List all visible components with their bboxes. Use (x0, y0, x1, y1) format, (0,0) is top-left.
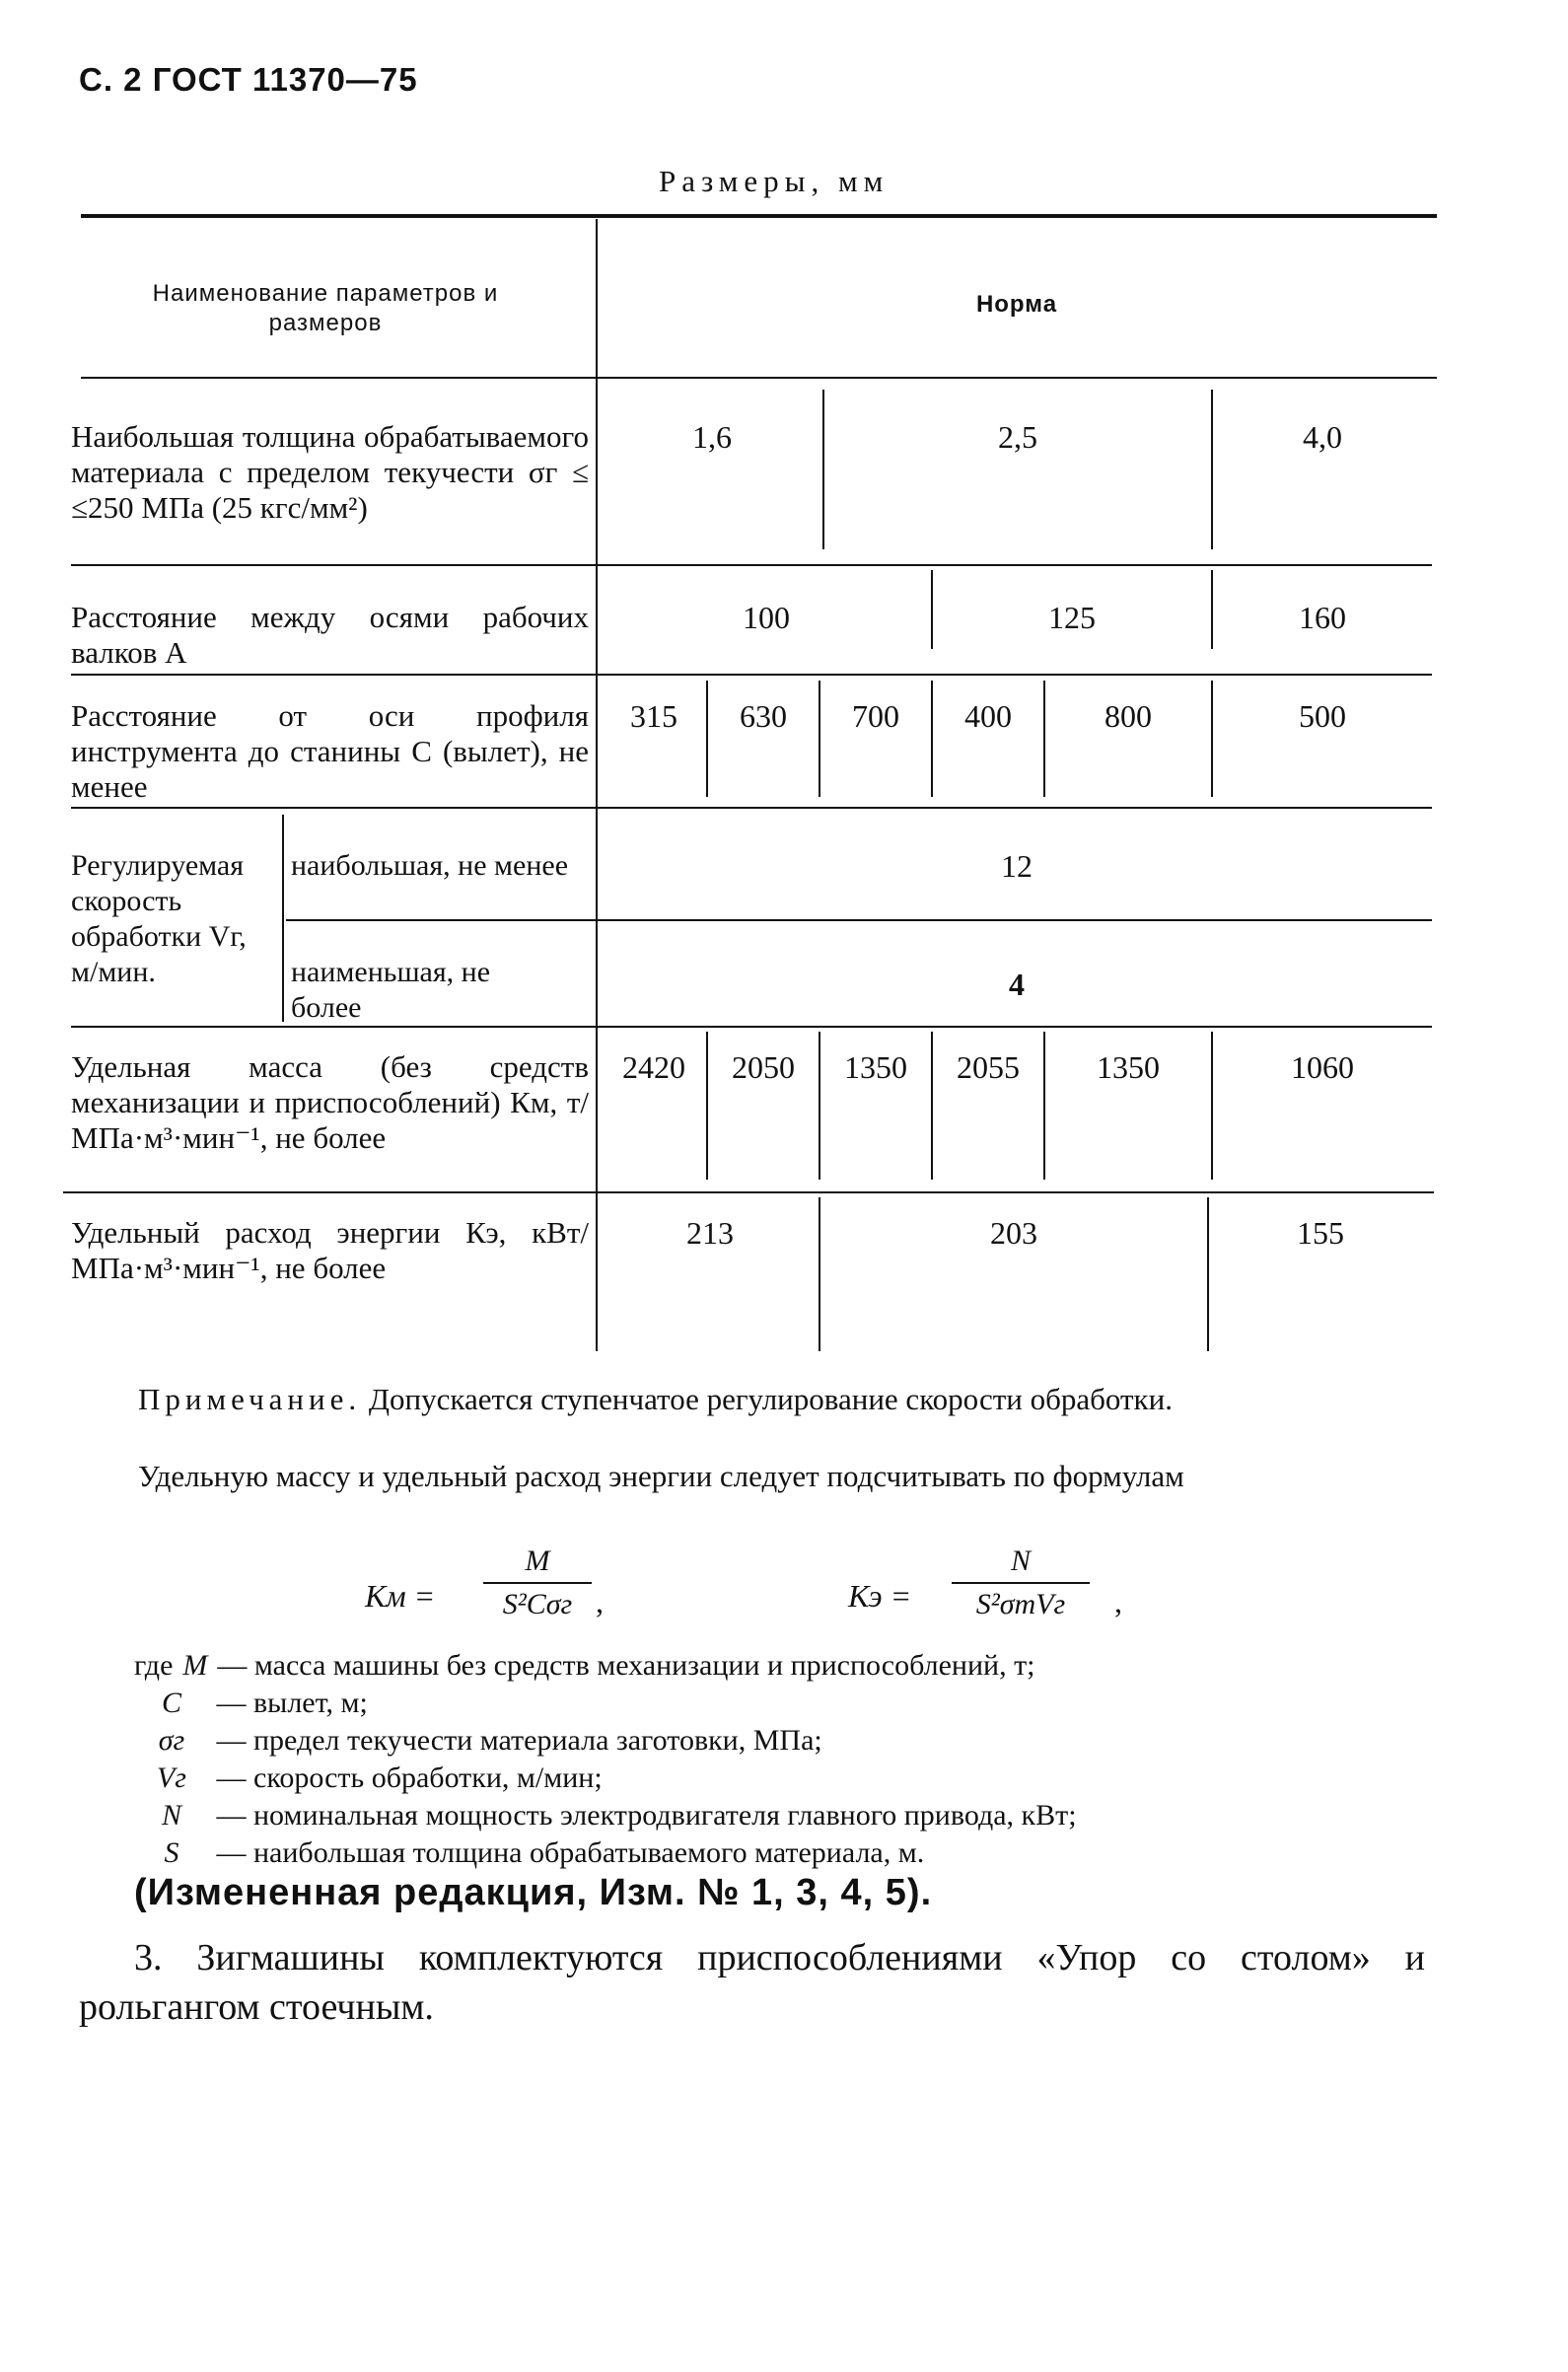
formula-ke-tail: , (1114, 1584, 1122, 1619)
table-cell: 2055 (957, 1049, 1020, 1085)
where-item: Vг — скорость обработки, м/мин; (156, 1761, 603, 1794)
table-cell: 400 (964, 698, 1012, 734)
formula-km-denominator: S²Cσг (502, 1588, 573, 1620)
table-cell: 100 (743, 600, 790, 635)
cell-divider (1211, 390, 1213, 549)
row-label-energy: Удельный расход энергии Кэ, кВт/МПа·м³·мин⁻¹, не более (71, 1215, 589, 1285)
formula-km-tail: , (596, 1584, 604, 1619)
row-label-speed: Регулируемая скорость обработки Vг, м/мин. (71, 849, 247, 988)
formula-intro: Удельную массу и удельный расход энергии следует подсчитывать по формулам (138, 1459, 1184, 1493)
row-rule (71, 674, 1432, 676)
row-rule (71, 807, 1432, 809)
note-lead: Примечание. (138, 1382, 362, 1416)
where-item: C — вылет, м; (161, 1687, 368, 1719)
where-item: N — номинальная мощность электродвигателя главного привода, кВт; (161, 1799, 1077, 1832)
speed-max-label: наибольшая, не менее (291, 849, 569, 882)
where-list (134, 1647, 1077, 1872)
formula-km-lhs: Км = (365, 1578, 436, 1614)
formula-ke-numerator: N (1010, 1545, 1031, 1577)
row-rule (71, 564, 1432, 566)
table-cell: 2,5 (998, 419, 1037, 455)
header-bottom-rule (81, 377, 1437, 379)
row-label-thickness: Наибольшая толщина обрабатываемого материала с пределом текучести σг ≤ ≤250 МПа (25 кгс/мм²) (71, 419, 589, 525)
table-cell: 160 (1299, 600, 1346, 635)
table-cell: 500 (1299, 698, 1346, 734)
column-header-norm: Норма (975, 291, 1058, 318)
cell-divider (822, 390, 824, 549)
table-cell: 4,0 (1303, 419, 1342, 455)
param-divider (596, 219, 598, 1351)
table-cell: 315 (630, 698, 677, 734)
table-cell: 630 (740, 698, 787, 734)
table-cell: 800 (1105, 698, 1152, 734)
table-cell: 125 (1048, 600, 1096, 635)
formula-km-numerator: M (525, 1545, 550, 1577)
formula-ke-lhs: Кэ = (848, 1578, 912, 1614)
edition-note: (Измененная редакция, Изм. № 1, 3, 4, 5). (134, 1872, 933, 1913)
row-rule (71, 1026, 1432, 1028)
row-label-mass: Удельная масса (без средств механизации и приспособлений) Км, т/МПа·м³·мин⁻¹, не более (71, 1049, 589, 1155)
table-cell: 2050 (732, 1049, 795, 1085)
row-label-reach: Расстояние от оси профиля инструмента до станины С (вылет), не менее (71, 698, 589, 804)
where-item: σг — предел текучести материала заготовки, МПа; (158, 1724, 822, 1757)
where-item: S — наибольшая толщина обрабатываемого материала, м. (164, 1836, 925, 1869)
table-cell: 1350 (844, 1049, 907, 1085)
table-cell: 1060 (1291, 1049, 1354, 1085)
formula-km-bar (483, 1582, 592, 1584)
table-cell: 203 (990, 1215, 1037, 1251)
table-cell: 155 (1297, 1215, 1344, 1251)
table-cell: 2420 (622, 1049, 685, 1085)
table-cell: 4 (1009, 967, 1025, 1002)
table-cell: 1,6 (692, 419, 732, 455)
units-caption: Размеры, мм (659, 164, 890, 198)
paragraph-3: 3. Зигмашины комплектуются приспособлениями «Упор со столом» и рольгангом стоечным. (79, 1937, 1425, 2028)
table-cell: 213 (686, 1215, 734, 1251)
formula-ke-bar (952, 1582, 1090, 1584)
table-top-rule (81, 214, 1437, 218)
table-cell: 700 (852, 698, 899, 734)
table-cell: 1350 (1097, 1049, 1160, 1085)
row-label-axes: Расстояние между осями рабочих валков А (71, 600, 589, 670)
formula-ke-denominator: S²σтVг (975, 1588, 1066, 1620)
where-item: где M — масса машины без средств механизации и приспособлений, т; (134, 1649, 1035, 1682)
note-text: Допускается ступенчатое регулирование скорости обработки. (368, 1382, 1173, 1416)
cell-divider (282, 815, 284, 1022)
row-rule (286, 919, 1432, 921)
page-header: С. 2 ГОСТ 11370—75 (79, 61, 418, 98)
column-header-parameters: Наименование параметров и размеров (152, 280, 499, 336)
row-rule (63, 1191, 1434, 1193)
speed-min-label: наименьшая, не более (291, 956, 491, 1024)
note (79, 1381, 1425, 1418)
table-cell: 12 (1001, 848, 1033, 884)
